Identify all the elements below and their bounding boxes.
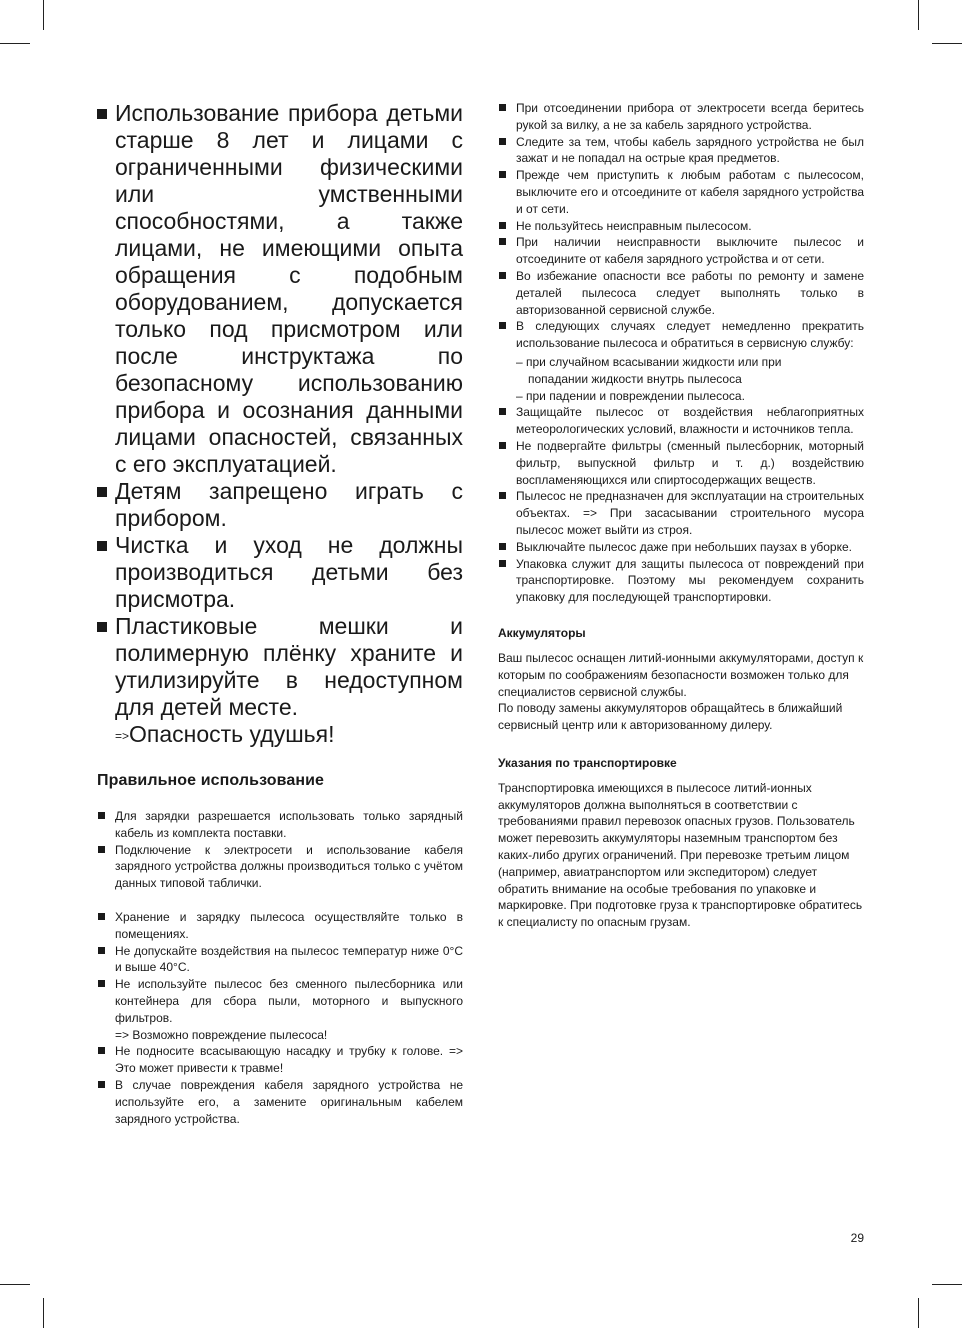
suffocation-text: Опасность удушья! — [129, 721, 335, 747]
warning-children-play — [97, 478, 463, 532]
transport-paragraph: Транспортировка имеющихся в пылесосе литий-ионных аккумуляторов должна выполняться в соответствии с требованиями правил перевозок опасных грузов. Пользователь может перевозить аккумуляторы наземным транспортом без каких-либо других ограничений. При перевозке третьим лицом (например, авиатранспортом или экспедитором) следует обратить внимание на особые требования по упаковке и маркировке. При подготовке груза к транспортировке обратитесь к специалисту по опасным грузам. — [498, 780, 863, 930]
warning-text: Детям запрещено играть с прибором. — [115, 478, 463, 531]
bullet-square-icon — [499, 104, 506, 111]
bullet-square-icon — [97, 622, 107, 632]
bullet-square-icon — [499, 171, 506, 178]
bullet-square-icon — [97, 109, 107, 119]
list-item: В случае повреждения кабеля зарядного устройства не используйте его, а замените оригинальным кабелем зарядного устройства. — [97, 1077, 463, 1127]
list-item: При отсоединении прибора от электросети всегда беритесь рукой за вилку, а не за кабель зарядного устройства. — [498, 100, 864, 134]
list-item: Следите за тем, чтобы кабель зарядного устройства не был зажат и не попадал на острые края предметов. — [498, 134, 864, 168]
section-title-transport: Указания по транспортировке — [498, 755, 677, 770]
bullet-square-icon — [499, 560, 506, 567]
bullet-square-icon — [98, 812, 105, 819]
crop-mark — [918, 0, 919, 30]
right-column — [498, 100, 864, 931]
proper-use-list-a — [97, 808, 463, 892]
suffocation-note — [97, 721, 463, 750]
crop-mark — [43, 1298, 44, 1328]
list-item: Прежде чем приступить к любым работам с пылесосом, выключите его и отсоедините от кабеля зарядного устройства и от сети. — [498, 167, 864, 217]
list-item: Не подносите всасывающую насадку и трубку к голове. => Это может привести к травме! — [97, 1043, 463, 1077]
arrow-marker: => — [115, 729, 130, 743]
bullet-square-icon — [499, 238, 506, 245]
bullet-square-icon — [98, 846, 105, 853]
list-item: Для зарядки разрешается использовать только зарядный кабель из комплекта поставки. — [97, 808, 463, 842]
bullet-square-icon — [97, 487, 107, 497]
list-item: Упаковка служит для защиты пылесоса от повреждений при транспортировке. Поэтому мы рекомендуем сохранить упаковку для последующей транспортировки. — [498, 556, 864, 606]
bullet-square-icon — [98, 980, 105, 987]
bullet-square-icon — [97, 541, 107, 551]
bullet-square-icon — [499, 272, 506, 279]
crop-mark — [918, 1298, 919, 1328]
section-title-batteries: Аккумуляторы — [498, 625, 586, 640]
bullet-square-icon — [499, 222, 506, 229]
list-item: Во избежание опасности все работы по ремонту и замене деталей пылесоса следует выполнять только в авторизованной сервисной службе. — [498, 268, 864, 318]
section-title-proper-use: Правильное использование — [97, 772, 325, 789]
list-item: Выключайте пылесос даже при небольших паузах в уборке. — [498, 539, 864, 556]
crop-mark — [932, 43, 962, 44]
damage-note: => Возможно повреждение пылесоса! — [115, 1027, 328, 1042]
bullet-square-icon — [499, 322, 506, 329]
bullet-square-icon — [98, 1047, 105, 1054]
warning-text: Пластиковые мешки и полимерную плёнку храните и утилизируйте в недоступном для детей месте. — [115, 613, 463, 720]
list-item: Защищайте пылесос от воздействия неблагоприятных метеорологических условий, влажности и источников тепла. — [498, 404, 864, 438]
crop-mark — [0, 43, 30, 44]
bullet-square-icon — [499, 543, 506, 550]
crop-mark — [932, 1284, 962, 1285]
bullet-square-icon — [499, 408, 506, 415]
warning-text: Чистка и уход не должны производиться детьми без присмотра. — [115, 532, 463, 612]
battery-paragraph: Ваш пылесос оснащен литий-ионными аккумуляторами, доступ к которым по соображениям безопасности возможен только для специалистов сервисной службы. — [498, 650, 864, 699]
warning-plastic-bags — [97, 613, 463, 721]
bullet-square-icon — [499, 492, 506, 499]
list-item: При наличии неисправности выключите пылесос и отсоедините от кабеля зарядного устройства и от сети. — [498, 234, 864, 268]
list-item: Хранение и зарядку пылесоса осуществляйте только в помещениях. — [97, 909, 463, 943]
left-column — [97, 100, 463, 1127]
proper-use-list-b — [97, 909, 463, 1127]
list-item: Подключение к электросети и использование кабеля зарядного устройства должны производиться только с учётом данных типовой таблички. — [97, 842, 463, 892]
crop-mark — [0, 1284, 30, 1285]
list-item: Не используйте пылесос без сменного пылесборника или контейнера для сбора пыли, моторного и выпускного фильтров. => Возможно повреждение пылесоса! — [97, 976, 463, 1043]
safety-list — [498, 100, 864, 606]
list-item: Пылесос не предназначен для эксплуатации на строительных объектах. => При засасывании строительного мусора пылесос может выйти из строя. — [498, 488, 864, 538]
bullet-square-icon — [499, 138, 506, 145]
bullet-square-icon — [98, 913, 105, 920]
crop-mark — [43, 0, 44, 30]
bullet-square-icon — [98, 1081, 105, 1088]
list-item: Не допускайте воздействия на пылесос температур ниже 0°C и выше 40°C. — [97, 943, 463, 977]
warning-children-cleaning — [97, 532, 463, 613]
warning-children-usage — [97, 100, 463, 478]
page-number: 29 — [850, 1231, 864, 1245]
list-item: Не пользуйтесь неисправным пылесосом. — [498, 218, 864, 235]
battery-paragraph-2: По поводу замены аккумуляторов обращайтесь в ближайший сервисный центр или к авторизованному дилеру. — [498, 701, 843, 733]
list-item: Не подвергайте фильтры (сменный пылесборник, моторный фильтр, выпускной фильтр и т. д.) воздействию воспламеняющихся или спиртосодержащих веществ. — [498, 438, 864, 488]
sub-case: – при случайном всасывании жидкости или при — [516, 354, 782, 369]
sub-case: попадании жидкости внутрь пылесоса — [528, 371, 742, 386]
bullet-square-icon — [499, 442, 506, 449]
bullet-square-icon — [98, 947, 105, 954]
list-item: В следующих случаях следует немедленно прекратить использование пылесоса и обратиться в сервисную службу: – при случайном всасывании жидкости или при попадании жидкости внутрь пылесоса – при падении и повреждении пылесоса. — [498, 318, 864, 404]
sub-case: – при падении и повреждении пылесоса. — [516, 388, 745, 403]
warning-text: Использование прибора детьми старше 8 лет и лицами с ограниченными физическими или умственными способностями, а также лицами, не имеющими опыта обращения с подобным оборудованием, допускается только под присмотром или после инструктажа по безопасному использованию прибора и осознания данными лицами опасностей, связанных с его эксплуатацией. — [115, 100, 463, 477]
